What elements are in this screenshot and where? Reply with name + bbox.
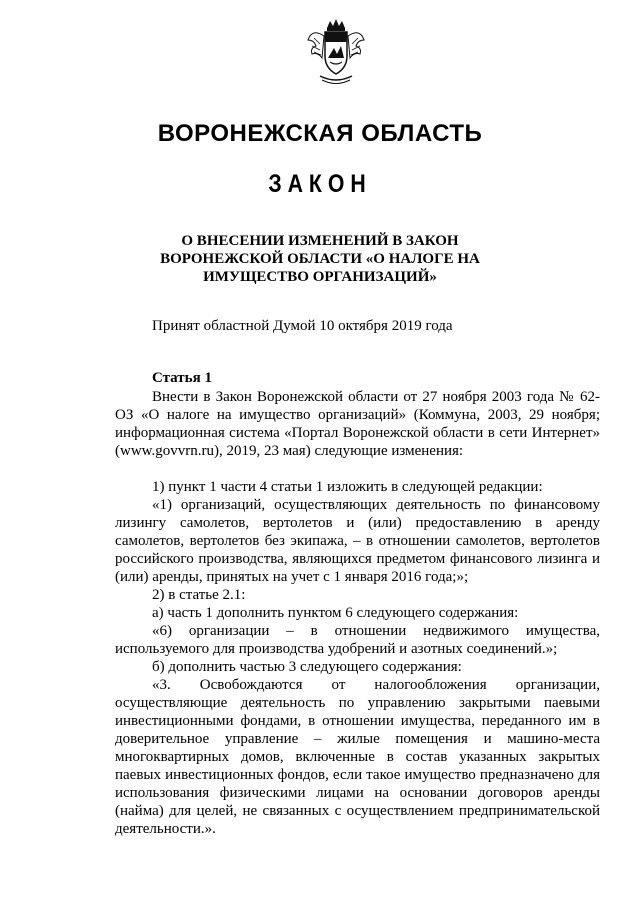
region-title: ВОРОНЕЖСКАЯ ОБЛАСТЬ bbox=[157, 120, 483, 147]
article-heading: Статья 1 bbox=[152, 370, 212, 386]
law-title: О ВНЕСЕНИИ ИЗМЕНЕНИЙ В ЗАКОН ВОРОНЕЖСКОЙ ОБЛАСТИ «О НАЛОГЕ НА ИМУЩЕСТВО ОРГАНИЗАЦИЙ» bbox=[160, 233, 480, 285]
voronezh-coat-of-arms-icon bbox=[306, 18, 366, 88]
paragraph: 1) пункт 1 части 4 статьи 1 изложить в следующей редакции: bbox=[152, 479, 543, 495]
paragraph: б) дополнить частью 3 следующего содержания: bbox=[152, 659, 462, 675]
paragraph: 2) в статье 2.1: bbox=[152, 587, 246, 603]
paragraph: «3. Освобождаются от налогообложения организации, осуществляющие деятельность по управлению закрытыми паевыми инвестиционными фондами, в отношении имущества, переданного им в доверительное управление – жилые помещения и машино-места многоквартирных домов, включенные в состав указанных закрытых паевых инвестиционных фондов, если такое имущество предназначено для использования физическими лицами на основании договоров аренды (найма) для целей, не связанных с осуществлением предпринимательской деятельности.». bbox=[115, 677, 600, 837]
article-body bbox=[115, 388, 600, 838]
paragraph: а) часть 1 дополнить пунктом 6 следующего содержания: bbox=[152, 605, 519, 621]
paragraph: «1) организаций, осуществляющих деятельность по финансовому лизингу самолетов, вертолетов и (или) предоставлению в аренду самолетов, вертолетов без экипажа, – в отношении самолетов, вертолетов российского производства, являющихся предметом финансового лизинга и (или) аренды, принятых на учет с 1 января 2016 года;»; bbox=[115, 497, 600, 585]
paragraph: «6) организации – в отношении недвижимого имущества, используемого для производства удобрений и азотных соединений.»; bbox=[115, 623, 600, 657]
document-type: ЗАКОН bbox=[268, 170, 372, 198]
article-intro: Внести в Закон Воронежской области от 27 ноября 2003 года № 62-ОЗ «О налоге на имущество организаций» (Коммуна, 2003, 29 ноября; информационная система «Портал Воронежской области в сети Интернет» (www.govvrn.ru), 2019, 23 мая) следующие изменения: bbox=[115, 389, 600, 459]
adoption-note: Принят областной Думой 10 октября 2019 года bbox=[152, 318, 453, 334]
